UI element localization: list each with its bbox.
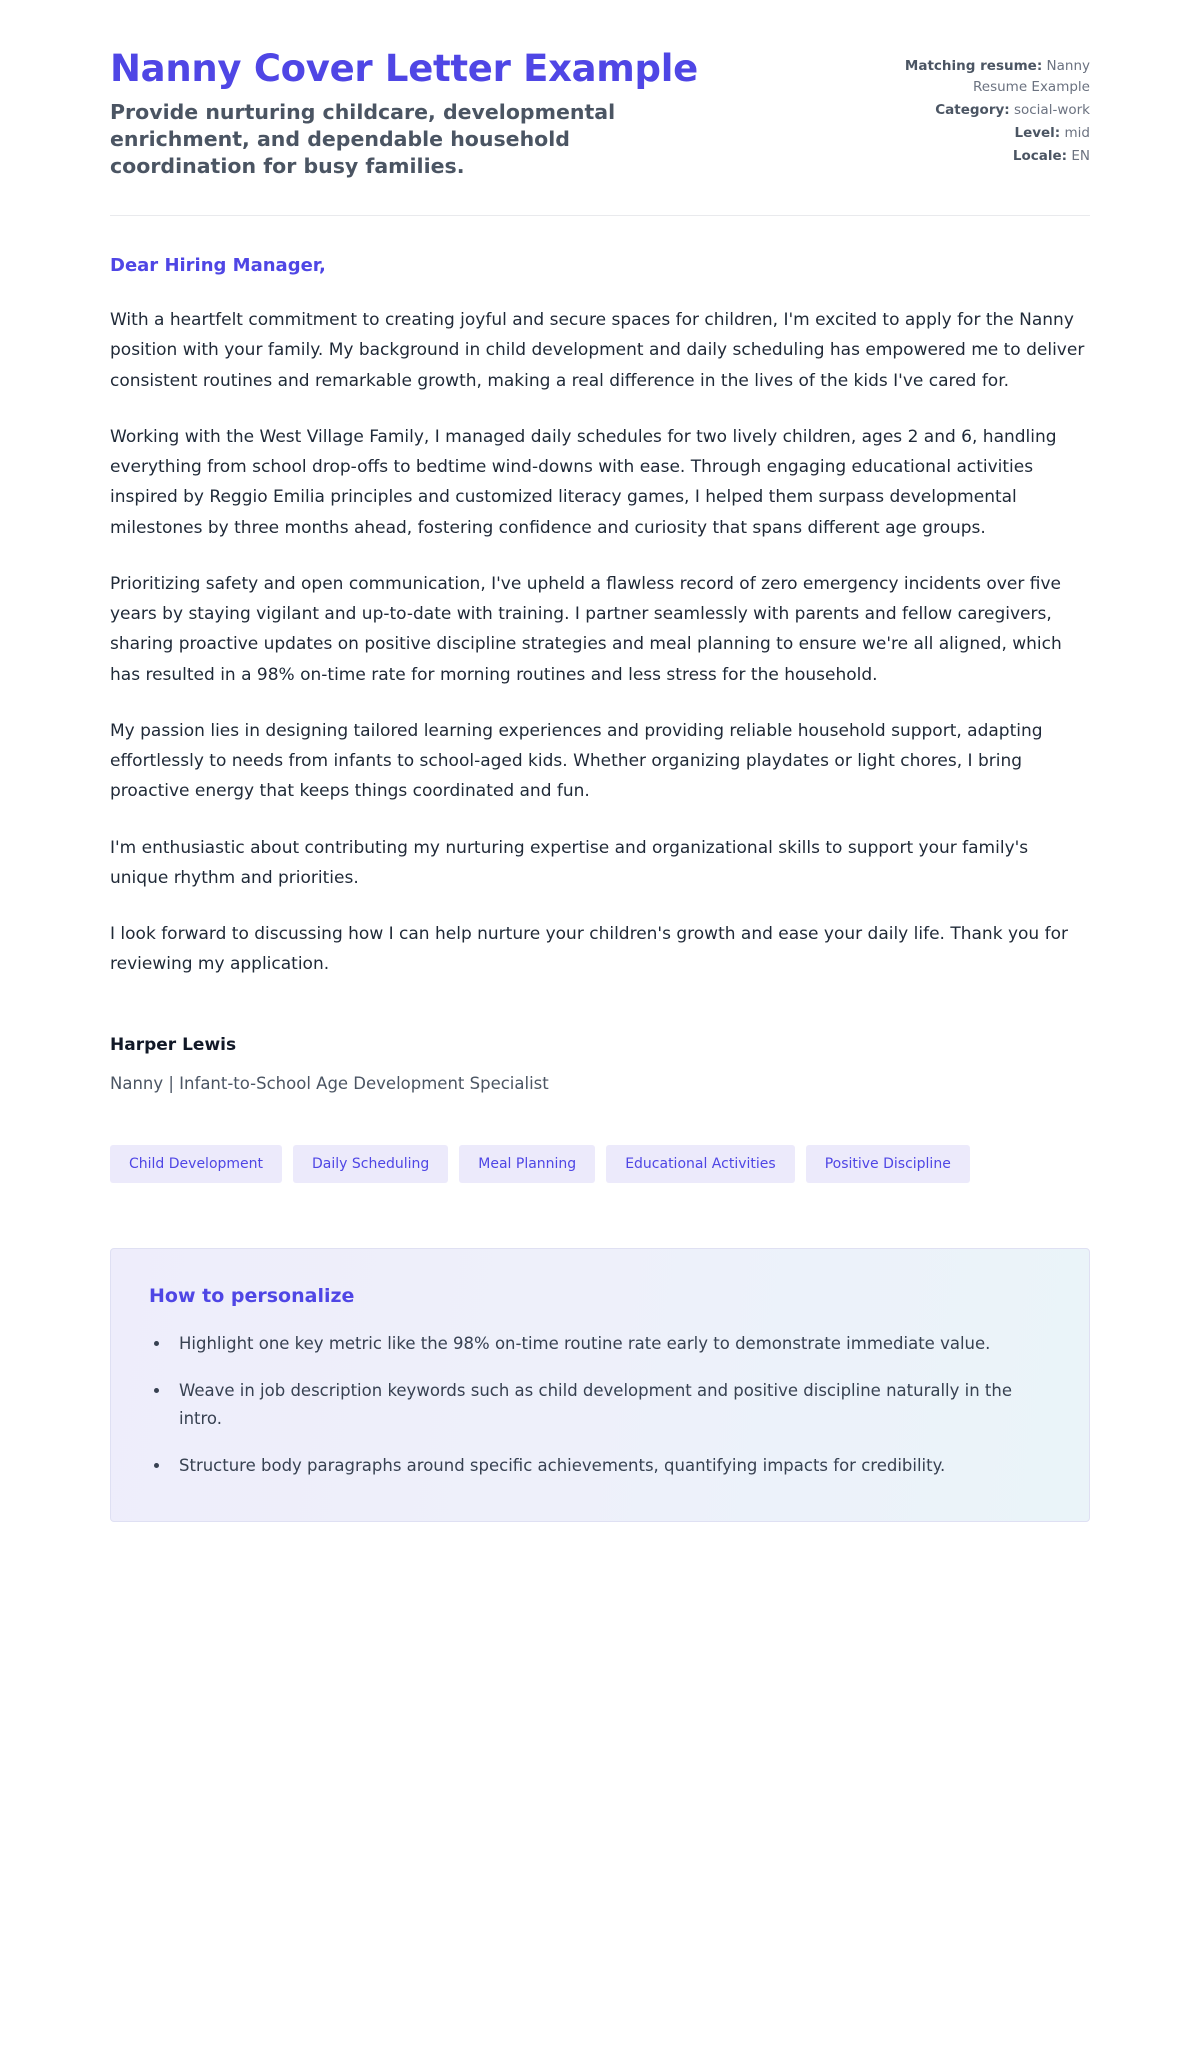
meta-level-value: mid — [1064, 124, 1090, 141]
meta-matching-resume — [890, 56, 1090, 98]
page-title: Nanny Cover Letter Example — [110, 47, 698, 90]
personalize-panel-title: How to personalize — [149, 1285, 355, 1308]
meta-level-label: Level: — [1014, 124, 1061, 141]
salutation: Dear Hiring Manager, — [110, 255, 326, 277]
signer-role: Nanny | Infant-to-School Age Development Specialist — [110, 1073, 549, 1093]
page-subtitle: Provide nurturing childcare, developmental enrichment, and dependable household coordination for busy families. — [110, 99, 616, 178]
meta-matching-resume-label: Matching resume: — [904, 58, 1043, 74]
skill-tag[interactable]: Child Development — [110, 1145, 282, 1183]
signer-name: Harper Lewis — [110, 1034, 237, 1055]
letter-paragraph: My passion lies in designing tailored learning experiences and providing reliable household support, adapting effortlessly to needs from infants to school-aged kids. Whether organizing playdates or light chores, I bring proactive energy that keeps things coordinated and fun. — [110, 720, 1043, 802]
header-title-block — [110, 48, 860, 180]
meta-category — [890, 100, 1090, 121]
letter-paragraph: I look forward to discussing how I can help nurture your children's growth and ease your daily life. Thank you for reviewing my application. — [110, 924, 1068, 975]
meta-locale-label: Locale: — [1012, 147, 1068, 164]
skill-tag[interactable]: Meal Planning — [459, 1145, 595, 1183]
letter-paragraph: Working with the West Village Family, I managed daily schedules for two lively children, ages 2 and 6, handling everything from school drop-offs to bedtime wind-downs with ease. Through engaging educational activities inspired by Reggio Emilia principles and customized literacy games, I helped them surpass developmental milestones by three months ahead, fostering confidence and curiosity that spans different age groups. — [110, 426, 1057, 538]
meta-category-value: social-work — [1013, 101, 1090, 118]
signature-block — [110, 1032, 1090, 1098]
page-header — [110, 0, 1090, 180]
personalize-panel — [110, 1248, 1090, 1522]
skill-tag-list — [110, 1145, 1090, 1183]
personalize-tip: • Highlight one key metric like the 98% on-time routine rate early to demonstrate immediate value. — [171, 1330, 1051, 1359]
meta-locale-value: EN — [1071, 147, 1090, 164]
document-metadata — [890, 48, 1090, 169]
skill-tag[interactable]: Educational Activities — [606, 1145, 795, 1183]
personalize-tip: • Weave in job description keywords such as child development and positive discipline naturally in the intro. — [171, 1377, 1051, 1435]
meta-category-label: Category: — [935, 101, 1010, 118]
letter-paragraph: With a heartfelt commitment to creating joyful and secure spaces for children, I'm excited to apply for the Nanny position with your family. My background in child development and daily scheduling has empowered me to deliver consistent routines and remarkable growth, making a real difference in the lives of the kids I've cared for. — [110, 310, 1085, 391]
personalize-tip: • Structure body paragraphs around specific achievements, quantifying impacts for credibility. — [171, 1452, 1051, 1481]
skill-tag[interactable]: Daily Scheduling — [293, 1145, 448, 1183]
letter-paragraph: Prioritizing safety and open communication, I've upheld a flawless record of zero emergency incidents over five years by staying vigilant and up-to-date with training. I partner seamlessly with parents and fellow caregivers, sharing proactive updates on positive discipline strategies and meal planning to ensure we're all aligned, which has resulted in a 98% on-time rate for morning routines and less stress for the household. — [110, 573, 1062, 685]
letter-paragraph: I'm enthusiastic about contributing my nurturing expertise and organizational skills to support your family's unique rhythm and priorities. — [110, 837, 1029, 888]
personalize-tip-list — [149, 1330, 1051, 1482]
cover-letter-body — [110, 216, 1090, 980]
skill-tag[interactable]: Positive Discipline — [806, 1145, 970, 1183]
meta-matching-resume-value[interactable]: Nanny Resume Example — [973, 58, 1090, 95]
meta-level — [890, 123, 1090, 144]
meta-locale — [890, 146, 1090, 167]
